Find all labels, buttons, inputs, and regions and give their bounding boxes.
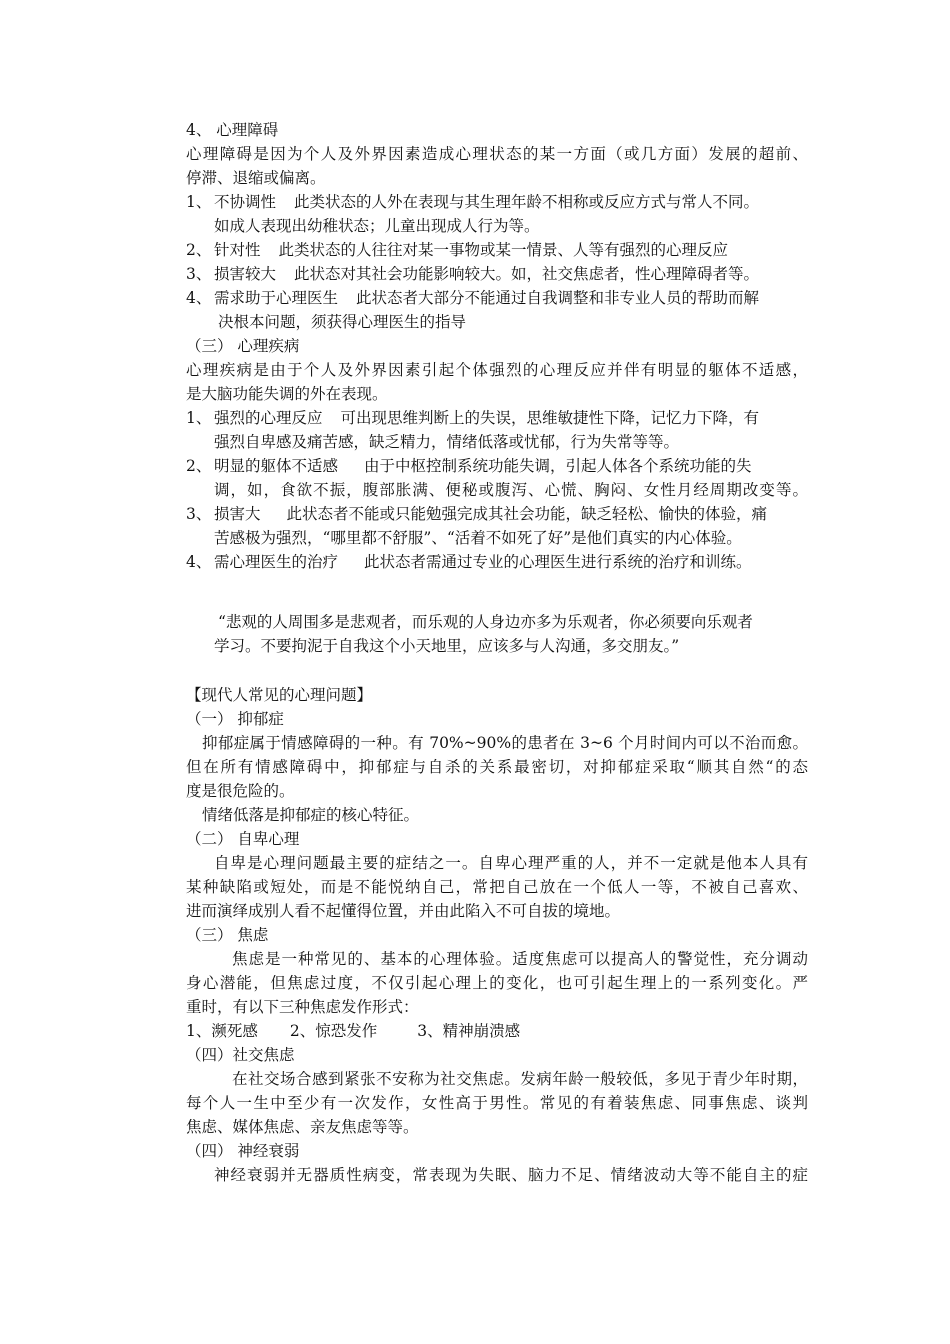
list-number: 1、 (186, 193, 212, 211)
list-item (186, 406, 759, 430)
paragraph-line: 情绪低落是抑郁症的核心特征。 (202, 806, 420, 824)
list-continuation: 调，如，食欲不振，腹部胀满、便秘或腹泻、心慌、胸闷、女性月经周期改变等。 (214, 481, 808, 499)
paragraph-line: 在社交场合感到紧张不安称为社交焦虑。发病年龄一般较低，多见于青少年时期， (232, 1070, 808, 1088)
subsection-heading-depression: （一） 抑郁症 (186, 710, 284, 728)
paragraph-line: 心理障碍是因为个人及外界因素造成心理状态的某一方面（或几方面）发展的超前、 (186, 145, 808, 163)
list-item (186, 190, 759, 214)
paragraph-line: 停滞、退缩或偏离。 (186, 169, 326, 187)
list-continuation: 如成人表现出幼稚状态；儿童出现成人行为等。 (214, 217, 540, 235)
paragraph-line: 自卑是心理问题最主要的症结之一。自卑心理严重的人，并不一定就是他本人具有 (214, 854, 808, 872)
paragraph-line: 心理疾病是由于个人及外界因素引起个体强烈的心理反应并伴有明显的躯体不适感， (186, 361, 808, 379)
list-number: 1、 (186, 409, 212, 427)
list-term: 针对性 (214, 241, 261, 259)
list-continuation: 强烈自卑感及痛苦感，缺乏精力，情绪低落或忧郁，行为失常等等。 (214, 433, 680, 451)
paragraph-line: 焦虑、媒体焦虑、亲友焦虑等等。 (186, 1118, 419, 1136)
paragraph-line: 但在所有情感障碍中，抑郁症与自杀的关系最密切，对抑郁症采取“顺其自然“的态 (186, 758, 808, 776)
section-title-common-problems: 【现代人常见的心理问题】 (186, 686, 373, 704)
anxiety-form: 1、濒死感 (186, 1022, 258, 1040)
list-continuation: 苦感极为强烈，“哪里都不舒服”、“活着不如死了好”是他们真实的内心体验。 (214, 529, 742, 547)
paragraph-line: 身心潜能，但焦虑过度，不仅引起心理上的变化，也可引起生理上的一系列变化。严 (186, 974, 808, 992)
list-text: 此状态对其社会功能影响较大。如，社交焦虑者，性心理障碍者等。 (294, 265, 760, 283)
quote-line: 学习。不要拘泥于自我这个小天地里，应该多与人沟通，多交朋友。” (214, 637, 680, 655)
list-term: 损害大 (214, 505, 261, 523)
list-text: 此状态者大部分不能通过自我调整和非专业人员的帮助而解 (356, 289, 760, 307)
paragraph-line: 是大脑功能失调的外在表现。 (186, 385, 388, 403)
list-text: 此类状态的人往往对某一事物或某一情景、人等有强烈的心理反应 (278, 241, 729, 259)
list-item (186, 454, 752, 478)
paragraph-line: 进而演绎成别人看不起懂得位置，并由此陷入不可自拔的境地。 (186, 902, 621, 920)
list-text: 此类状态的人外在表现与其生理年龄不相称或反应方式与常人不同。 (294, 193, 760, 211)
subsection-heading-neurasthenia: （四） 神经衰弱 (186, 1142, 300, 1160)
list-number: 3、 (186, 265, 212, 283)
list-item (186, 262, 759, 286)
list-number: 2、 (186, 241, 212, 259)
list-term: 不协调性 (214, 193, 277, 211)
paragraph-line: 神经衰弱并无器质性病变，常表现为失眠、脑力不足、情绪波动大等不能自主的症 (214, 1166, 808, 1184)
list-item (186, 286, 759, 310)
paragraph-line: 焦虑是一种常见的、基本的心理体验。适度焦虑可以提高人的警觉性，充分调动 (232, 950, 808, 968)
list-number: 3、 (186, 505, 212, 523)
list-item (186, 238, 728, 262)
list-text: 此状态者不能或只能勉强完成其社会功能，缺乏轻松、愉快的体验，痛 (286, 505, 768, 523)
anxiety-forms-line (186, 1019, 520, 1043)
section-heading-mental-illness: （三） 心理疾病 (186, 337, 300, 355)
quote-line: “悲观的人周围多是悲观者，而乐观的人身边亦多为乐观者，你必须要向乐观者 (218, 613, 753, 631)
list-number: 4、 (186, 553, 212, 571)
list-term: 明显的躯体不适感 (214, 457, 339, 475)
anxiety-form: 2、惊恐发作 (289, 1022, 378, 1040)
list-text: 可出现思维判断上的失误，思维敏捷性下降，记忆力下降，有 (340, 409, 760, 427)
paragraph-line: 抑郁症属于情感障碍的一种。有 70%~90%的患者在 3~6 个月时间内可以不治而愈。 (202, 734, 808, 752)
paragraph-line: 某种缺陷或短处，而是不能悦纳自己，常把自己放在一个低人一等，不被自己喜欢、 (186, 878, 808, 896)
subsection-heading-social-anxiety: （四）社交焦虑 (186, 1046, 295, 1064)
list-term: 需心理医生的治疗 (214, 553, 339, 571)
list-number: 4、 (186, 289, 212, 307)
list-number: 2、 (186, 457, 212, 475)
list-term: 损害较大 (214, 265, 277, 283)
list-term: 需求助于心理医生 (214, 289, 339, 307)
list-text: 由于中枢控制系统功能失调，引起人体各个系统功能的失 (364, 457, 752, 475)
subsection-heading-inferiority: （二） 自卑心理 (186, 830, 300, 848)
subsection-heading-anxiety: （三） 焦虑 (186, 926, 269, 944)
list-item (186, 502, 767, 526)
list-text: 此状态者需通过专业的心理医生进行系统的治疗和训练。 (364, 553, 752, 571)
list-item (186, 550, 752, 574)
paragraph-line: 重时，有以下三种焦虑发作形式： (186, 998, 419, 1016)
list-term: 强烈的心理反应 (214, 409, 323, 427)
list-continuation: 决根本问题，须获得心理医生的指导 (218, 313, 467, 331)
section-heading-psychological-disorder: 4、 心理障碍 (186, 121, 279, 139)
paragraph-line: 度是很危险的。 (186, 782, 295, 800)
anxiety-form: 3、精神崩溃感 (417, 1022, 521, 1040)
paragraph-line: 每个人一生中至少有一次发作，女性高于男性。常见的有着装焦虑、同事焦虑、谈判 (186, 1094, 808, 1112)
